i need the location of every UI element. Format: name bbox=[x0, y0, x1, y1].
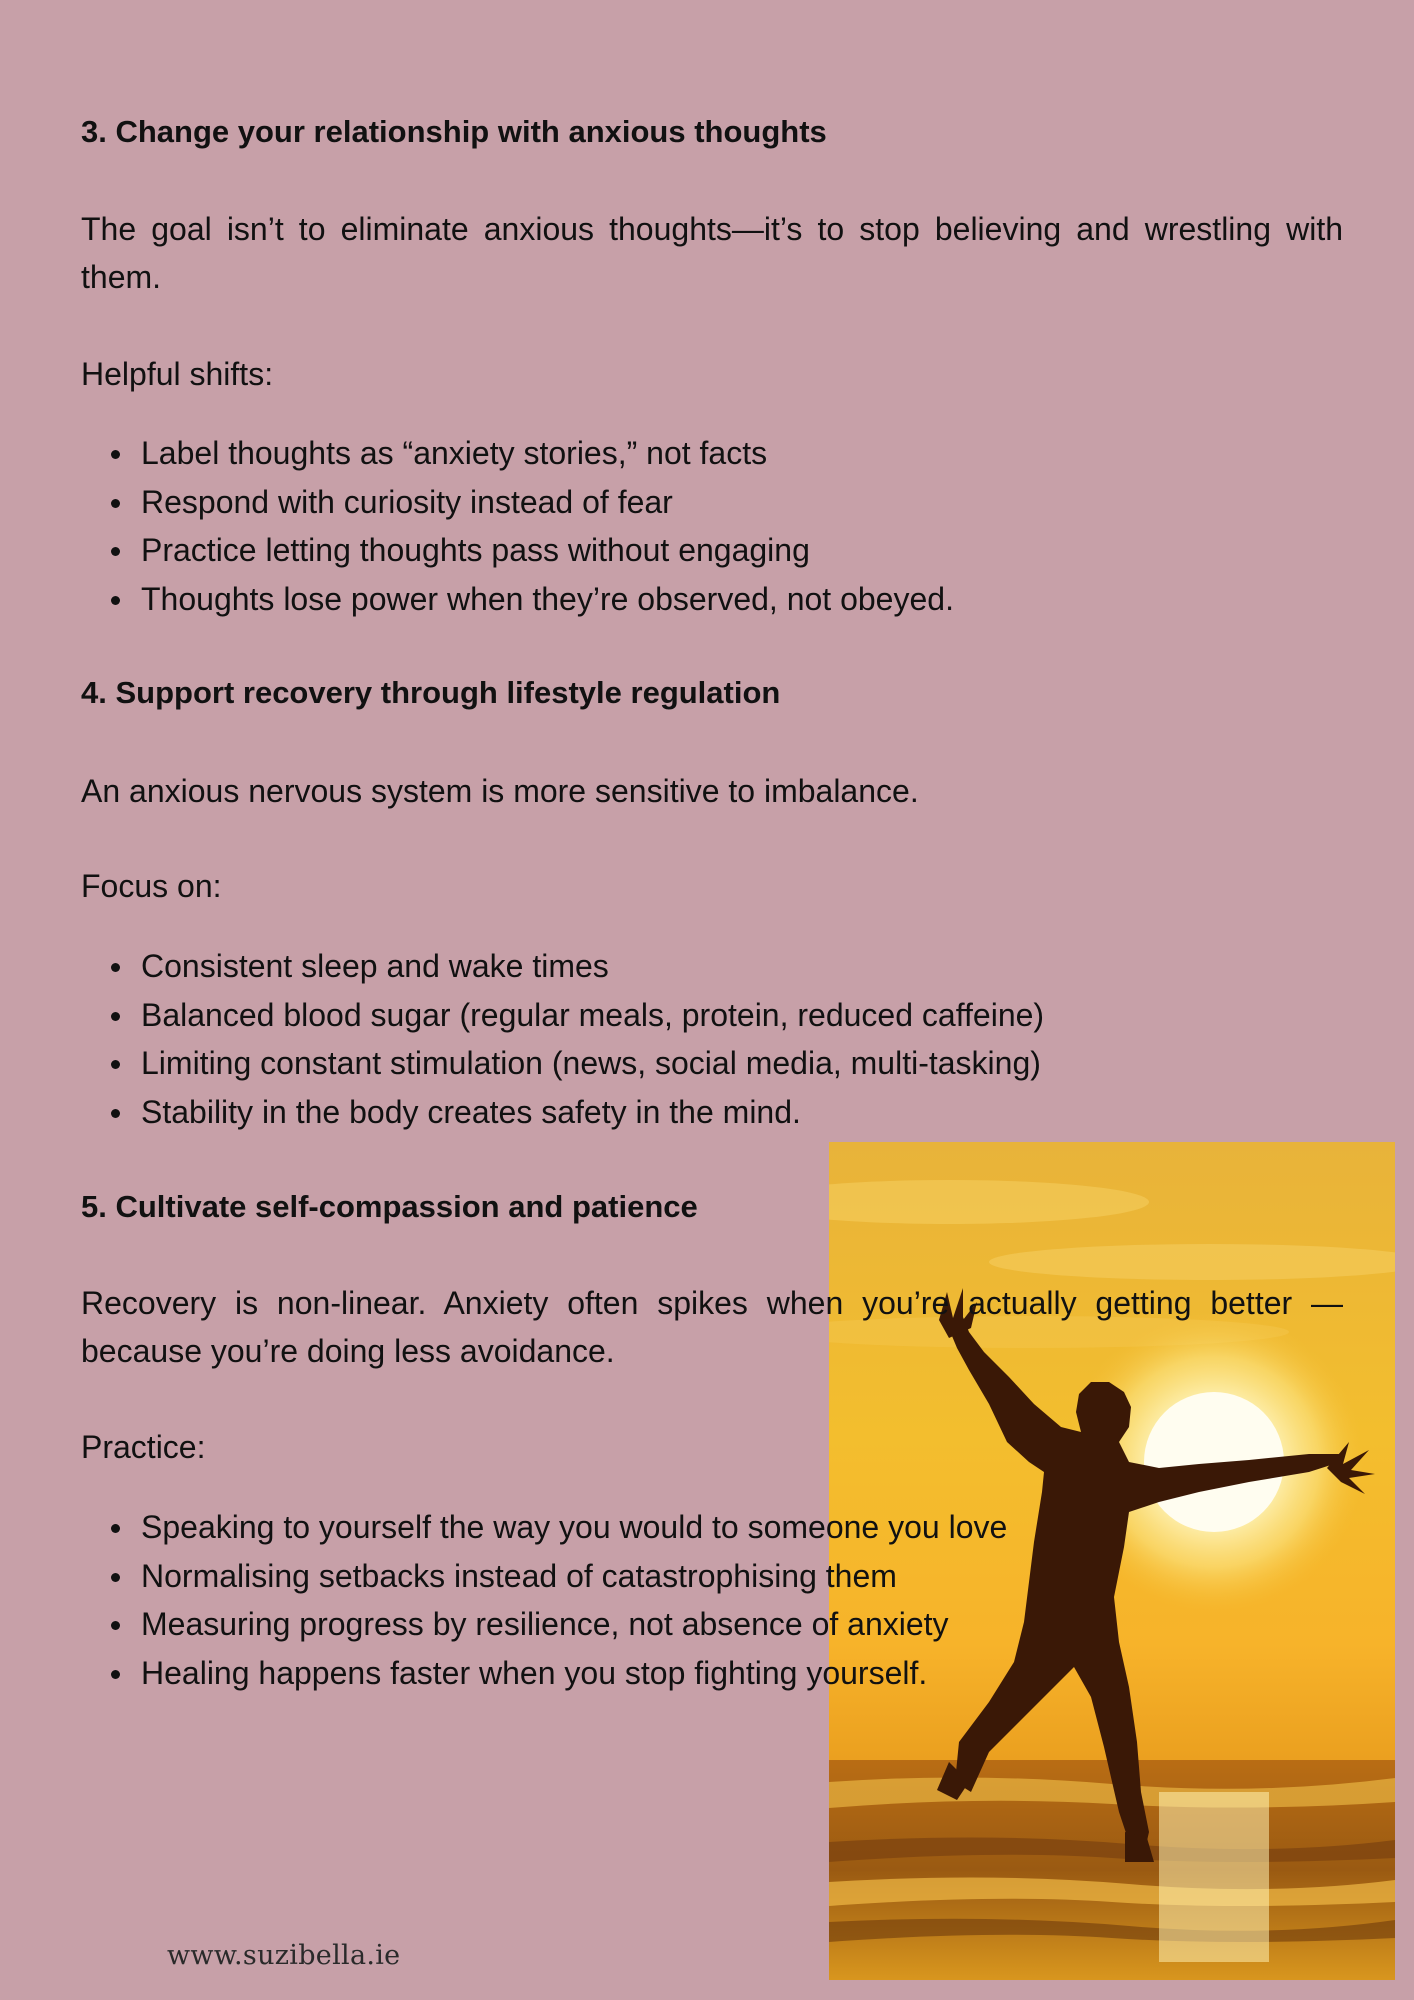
list-item: Balanced blood sugar (regular meals, protein, reduced caffeine) bbox=[81, 991, 1044, 1040]
section-3-intro: The goal isn’t to eliminate anxious thoughts—it’s to stop believing and wrestling with them. bbox=[81, 211, 1343, 295]
list-item: Practice letting thoughts pass without engaging bbox=[81, 526, 954, 575]
list-item: Consistent sleep and wake times bbox=[81, 942, 1044, 991]
list-item: Respond with curiosity instead of fear bbox=[81, 478, 954, 527]
section-3-heading: 3. Change your relationship with anxious thoughts bbox=[81, 114, 827, 149]
list-item: Normalising setbacks instead of catastrophising them bbox=[81, 1552, 1007, 1601]
section-4-heading: 4. Support recovery through lifestyle regulation bbox=[81, 675, 781, 710]
list-item: Speaking to yourself the way you would to someone you love bbox=[81, 1503, 1007, 1552]
section-4-intro: An anxious nervous system is more sensitive to imbalance. bbox=[81, 773, 919, 809]
section-5-heading: 5. Cultivate self-compassion and patience bbox=[81, 1189, 698, 1224]
section-5-list-label: Practice: bbox=[81, 1429, 206, 1465]
list-item: Label thoughts as “anxiety stories,” not facts bbox=[81, 429, 954, 478]
section-3-bullet-list bbox=[81, 429, 954, 623]
footer-website-link[interactable]: www.suzibella.ie bbox=[167, 1940, 401, 1971]
list-item: Healing happens faster when you stop fighting yourself. bbox=[81, 1649, 1007, 1698]
list-item: Stability in the body creates safety in the mind. bbox=[81, 1088, 1044, 1137]
list-item: Limiting constant stimulation (news, social media, multi-tasking) bbox=[81, 1039, 1044, 1088]
section-5-bullet-list bbox=[81, 1503, 1007, 1697]
list-item: Thoughts lose power when they’re observed, not obeyed. bbox=[81, 575, 954, 624]
section-5-intro: Recovery is non-linear. Anxiety often spikes when you’re actually getting better — because you’re doing less avoidance. bbox=[81, 1285, 1343, 1369]
section-3-list-label: Helpful shifts: bbox=[81, 356, 274, 392]
section-4-bullet-list bbox=[81, 942, 1044, 1136]
section-4-list-label: Focus on: bbox=[81, 868, 222, 904]
list-item: Measuring progress by resilience, not absence of anxiety bbox=[81, 1600, 1007, 1649]
